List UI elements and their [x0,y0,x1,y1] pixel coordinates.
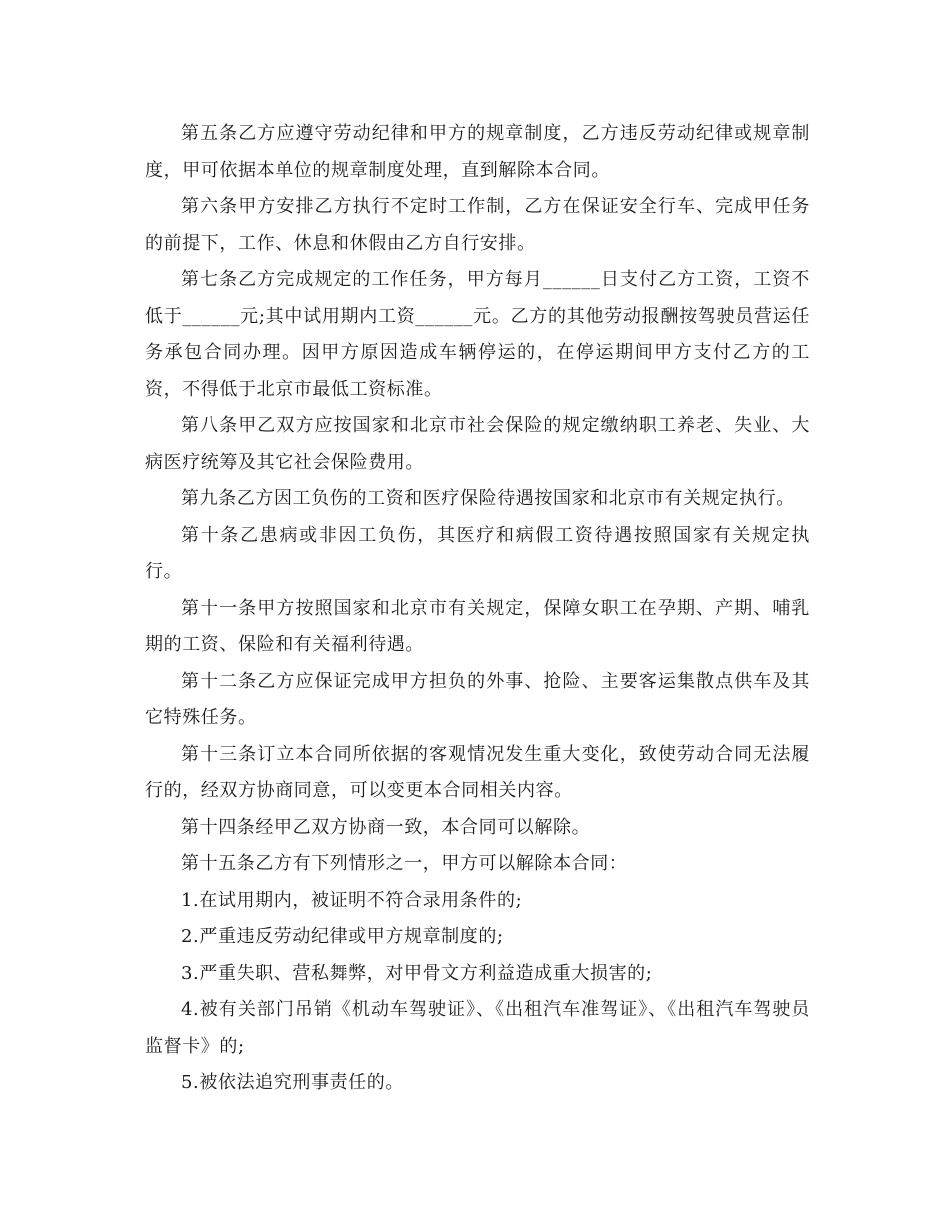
article-13-paragraph: 第十三条订立本合同所依据的客观情况发生重大变化，致使劳动合同无法履行的，经双方协商同意，可以变更本合同相关内容。 [145,743,810,801]
list-item-1: 1.在试用期内，被证明不符合录用条件的; [181,889,523,911]
list-item-4: 4.被有关部门吊销《机动车驾驶证》、《出租汽车准驾证》、《出租汽车驾驶员监督卡》的; [145,999,810,1057]
list-item-3: 3.严重失职、营私舞弊，对甲骨文方利益造成重大损害的; [181,962,653,984]
article-15-paragraph: 第十五条乙方有下列情形之一，甲方可以解除本合同： [181,853,628,874]
article-12-paragraph: 第十二条乙方应保证完成甲方担负的外事、抢险、主要客运集散点供车及其它特殊任务。 [145,670,810,728]
article-5-paragraph: 第五条乙方应遵守劳动纪律和甲方的规章制度，乙方违反劳动纪律或规章制度，甲可依据本单位的规章制度处理，直到解除本合同。 [145,123,810,181]
article-11-paragraph: 第十一条甲方按照国家和北京市有关规定，保障女职工在孕期、产期、哺乳期的工资、保险和有关福利待遇。 [145,597,810,655]
article-7-paragraph: 第七条乙方完成规定的工作任务，甲方每月______日支付乙方工资，工资不低于______元;其中试用期内工资______元。乙方的其他劳动报酬按驾驶员营运任务承包合同办理。因甲方原因造成车辆停运的，在停运期间甲方支付乙方的工资，不得低于北京市最低工资标准。 [145,269,810,400]
article-9-paragraph: 第九条乙方因工负伤的工资和医疗保险待遇按国家和北京市有关规定执行。 [181,488,795,509]
article-14-paragraph: 第十四条经甲乙双方协商一致，本合同可以解除。 [181,816,591,838]
list-item-5: 5.被依法追究刑事责任的。 [181,1072,404,1093]
article-8-paragraph: 第八条甲乙双方应按国家和北京市社会保险的规定缴纳职工养老、失业、大病医疗统筹及其它社会保险费用。 [145,415,810,473]
list-item-2: 2.严重违反劳动纪律或甲方规章制度的; [181,926,504,947]
document-body [145,116,810,1102]
article-10-paragraph: 第十条乙患病或非因工负伤，其医疗和病假工资待遇按照国家有关规定执行。 [145,524,810,582]
article-6-paragraph: 第六条甲方安排乙方执行不定时工作制，乙方在保证安全行车、完成甲任务的前提下，工作、休息和休假由乙方自行安排。 [145,196,810,254]
